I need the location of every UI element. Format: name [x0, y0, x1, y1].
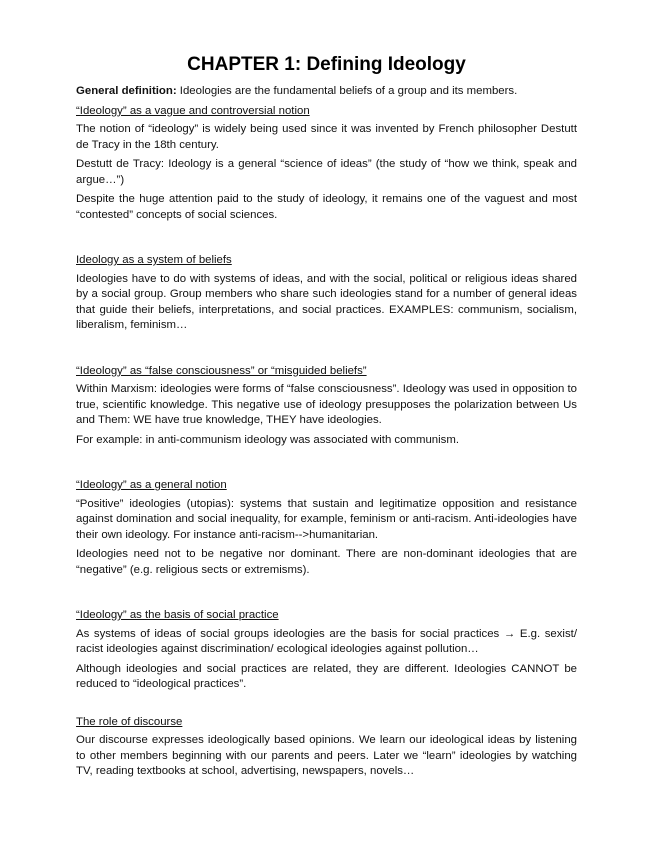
section-paragraph: Our discourse expresses ideologically based opinions. We learn our ideological ideas by listening to other members beginning with our parents and peers. Later we “learn” ideologies by watching TV, reading textbooks at school, advertising, newspapers, novels…: [76, 734, 577, 777]
section-heading-vague-notion: “Ideology” as a vague and controversial notion: [76, 104, 310, 117]
section-spacer: [76, 227, 577, 253]
document-page: [76, 52, 577, 784]
section-paragraph: As systems of ideas of social groups ideologies are the basis for social practices → E.g. sexist/ racist ideologies against discrimination/ ecological ideologies against pollution…: [76, 627, 577, 655]
section-paragraph: Ideologies have to do with systems of ideas, and with the social, political or religious ideas shared by a social group. Group members who share such ideologies stand for a number of general ideas that guide their beliefs, interpretations, and social practices. EXAMPLES: communism, socialism, liberalism, feminism…: [76, 272, 577, 331]
section-paragraph: Within Marxism: ideologies were forms of “false consciousness”. Ideology was used in opposition to true, scientific knowledge. This negative use of ideology presupposes the polarization between Us and Them: WE have true knowledge, THEY have ideologies.: [76, 383, 577, 426]
section-paragraph: For example: in anti-communism ideology was associated with communism.: [76, 433, 459, 446]
section-heading-system-of-beliefs: Ideology as a system of beliefs: [76, 254, 232, 266]
section-paragraph: Ideologies need not to be negative nor dominant. There are non-dominant ideologies that are “negative” (e.g. religious sects or extremisms).: [76, 548, 577, 576]
section-paragraph: The notion of “ideology” is widely being used since it was invented by French philosopher Destutt de Tracy in the 18th century.: [76, 123, 577, 151]
section-spacer: [76, 338, 577, 364]
section-paragraph: “Positive” ideologies (utopias): systems that sustain and legitimatize opposition and resistance against domination and social inequality, for example, feminism or anti-racism. Anti-ideologies have their own ideology. For instance anti-racism-->humanitarian.: [76, 497, 577, 541]
section-heading-social-practice: “Ideology” as the basis of social practice: [76, 609, 279, 621]
section-paragraph: Destutt de Tracy: Ideology is a general “science of ideas” (the study of “how we think, speak and argue…”): [76, 158, 577, 186]
section-heading-general-notion: “Ideology” as a general notion: [76, 479, 227, 491]
section-paragraph: Although ideologies and social practices are related, they are different. Ideologies CANNOT be reduced to “ideological practices”.: [76, 662, 577, 690]
section-spacer: [76, 697, 577, 715]
page-title: CHAPTER 1: Defining Ideology: [187, 54, 466, 75]
section-spacer: [76, 452, 577, 478]
general-definition-label: General definition:: [76, 85, 177, 97]
section-heading-false-consciousness: “Ideology” as “false consciousness” or “misguided beliefs”: [76, 364, 367, 377]
section-heading-role-of-discourse: The role of discourse: [76, 715, 183, 728]
general-definition: [76, 84, 577, 100]
general-definition-text: Ideologies are the fundamental beliefs of a group and its members.: [176, 85, 518, 97]
section-paragraph: Despite the huge attention paid to the study of ideology, it remains one of the vaguest and most “contested” concepts of social sciences.: [76, 193, 577, 221]
section-spacer: [76, 582, 577, 608]
